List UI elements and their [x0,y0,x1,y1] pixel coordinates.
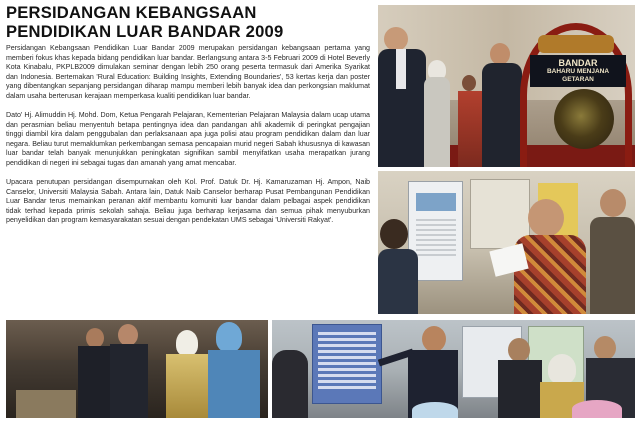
banner-line-1: BANDAR [558,58,598,68]
person-head [572,400,622,418]
person-head [490,43,510,65]
poster-text [318,332,376,392]
person-head [422,326,446,352]
person-body [378,249,418,314]
article-title-line-1: PERSIDANGAN KEBANGSAAN [6,3,257,22]
banner-line-3: GETARAN [562,76,594,83]
person-head [118,324,138,346]
person-head [462,75,476,91]
article-body [6,44,370,235]
article-title [6,3,370,41]
paragraph-intro: Persidangan Kebangsaan Pendidikan Luar Bandar 2009 merupakan persidangan kebangsaan pertama yang memberi fokus khas kepada bidang pendidikan luar bandar. Berlangsung antara 3-5 Februari 2009 di Hotel Beverly Kota Kinabalu, PKPLB2009 dimulakan seminar dengan lebih 250 orang peserta termasuk dari Amerika Syarikat dan Indonesia. Bertemakan 'Rural Education: Building Insights, Extending Boundaries', 53 kertas kerja dan poster yang dibentangkan sepanjang persidangan diharap mampu memberi lebih banyak idea dan perkongsian maklumat dalam usaha berterusan kerajaan memperkasa kualiti pendidikan luar bandar. [6,44,370,100]
photo-gong-ceremony [378,5,635,167]
person-suit [498,360,542,418]
person-head [548,354,576,384]
person-dress [458,91,482,167]
person-head [380,219,408,249]
gong-stand-crest [538,35,614,53]
person-dress [424,77,450,167]
person-head [412,402,458,418]
paragraph-closing: Upacara penutupan persidangan disempurnakan oleh Kol. Prof. Datuk Dr. Hj. Kamaruzaman Hj. Ampon, Naib Canselor, Universiti Malaysia Sabah. Antara lain, Datuk Naib Canselor berharap Pusat Pembangunan Pendidikan Luar Bandar terus memainkan peranan aktif membantu komuniti luar bandar dalam pelbagai aspek pendidikan tidak terhad kepada primis sekolah sahaja. Beliau juga berharap kerjasama dan semua pihak menyuburkan penyelidikan dan program kemasyarakatan sesuai dengan pendekatan UMS sebagai 'Universiti Rakyat'. [6,177,370,225]
banner [530,55,626,87]
photo-poster-discussion [272,320,635,418]
person-batik-shirt [514,235,586,314]
gong [554,89,614,149]
person-head [176,330,198,356]
person-head [86,328,104,348]
person-body [272,350,308,418]
person-head [508,338,530,362]
person-suit [78,346,112,418]
person-suit [482,63,522,167]
photo-group-tour [6,320,268,418]
person-head [384,27,408,51]
paragraph-keynote: Dato' Hj. Alimuddin Hj. Mohd. Dom, Ketua Pengarah Pelajaran, Kementerian Pelajaran Malaysia dalam ucap utama dan perasmian beliau menyentuh betapa pentingnya idea dan pandangan ahli akademik di peringkat pengajian tinggi diambil kira dalam penggubalan dan perlaksanaan apa juga polisi atau program pendidikan dalam dan luar negara. Beliau turut memaklumkan perkembangan semasa pencapaian murid negeri Sabah khususnya di kawasan luar bandar telah banyak menunjukkan peningkatan signifikan sambil menyifatkan usaha merapatkan jurang pendidikan di negeri ini sebagai tugas dan amanah yang amat mencabar. [6,110,370,167]
display-table [16,390,76,418]
article-title-line-2: PENDIDIKAN LUAR BANDAR 2009 [6,22,284,41]
banner-line-2: BAHARU MENJANA [546,68,610,75]
photo-exhibition [378,171,635,314]
person-dress [166,354,208,418]
person-head [216,322,242,352]
poster-graphic [416,193,456,211]
shirt [396,49,406,89]
person-dress [208,350,260,418]
person-head [600,189,626,217]
person-body [590,217,635,314]
person-head [594,336,616,360]
poster-text [416,219,456,259]
person-head [528,199,564,237]
person-suit [110,344,148,418]
